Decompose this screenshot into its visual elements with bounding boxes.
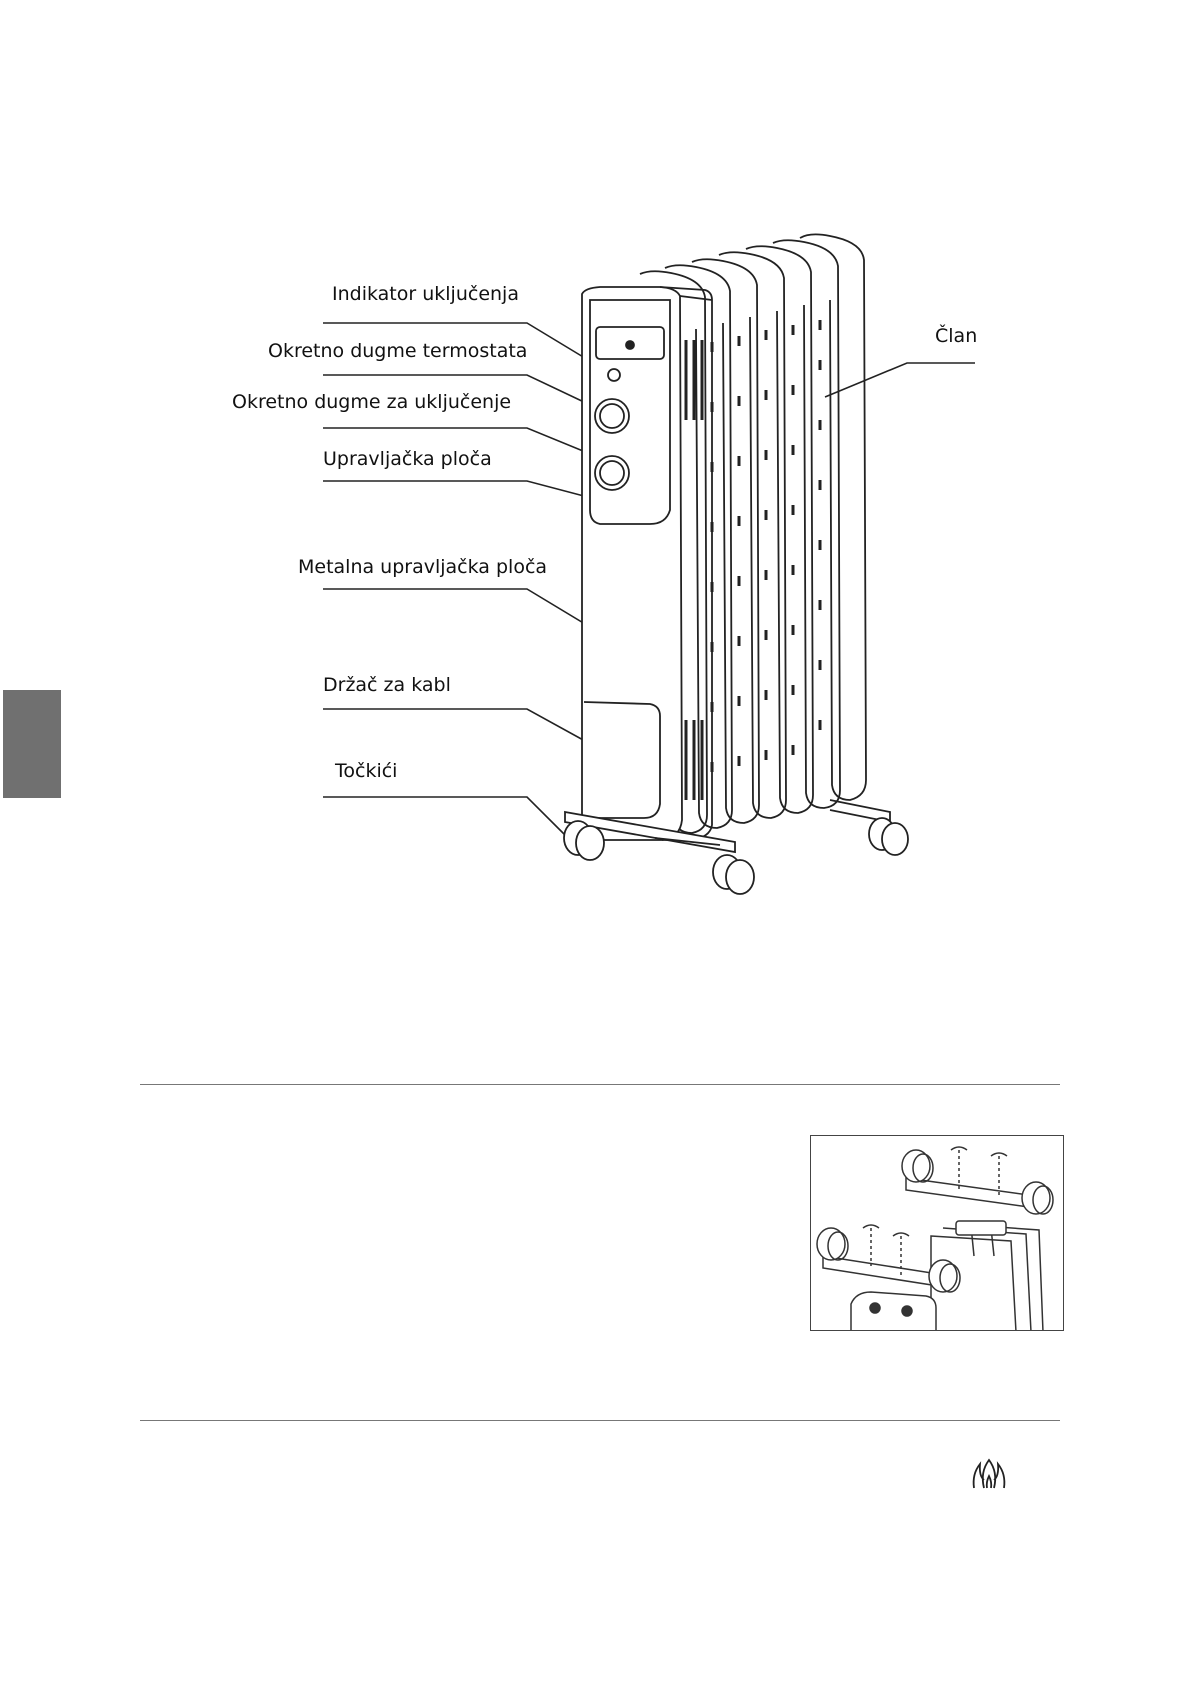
- wheel-assembly-illustration: [810, 1135, 1064, 1331]
- label-power-indicator: Indikator uključenja: [332, 283, 519, 305]
- label-metal-control-panel: Metalna upravljačka ploča: [298, 556, 548, 578]
- label-cord-holder: Držač za kabl: [323, 674, 451, 696]
- label-control-panel: Upravljačka ploča: [323, 448, 492, 470]
- control-tower: [582, 287, 712, 840]
- label-thermostat-knob: Okretno dugme termostata: [268, 340, 528, 362]
- divider-bottom: [140, 1420, 1060, 1421]
- label-power-knob: Okretno dugme za uključenje: [232, 391, 512, 413]
- flame-icon: [970, 1458, 1008, 1490]
- divider-top: [140, 1084, 1060, 1085]
- label-wheels: Točkići: [335, 760, 398, 782]
- label-fin: Član: [935, 325, 978, 347]
